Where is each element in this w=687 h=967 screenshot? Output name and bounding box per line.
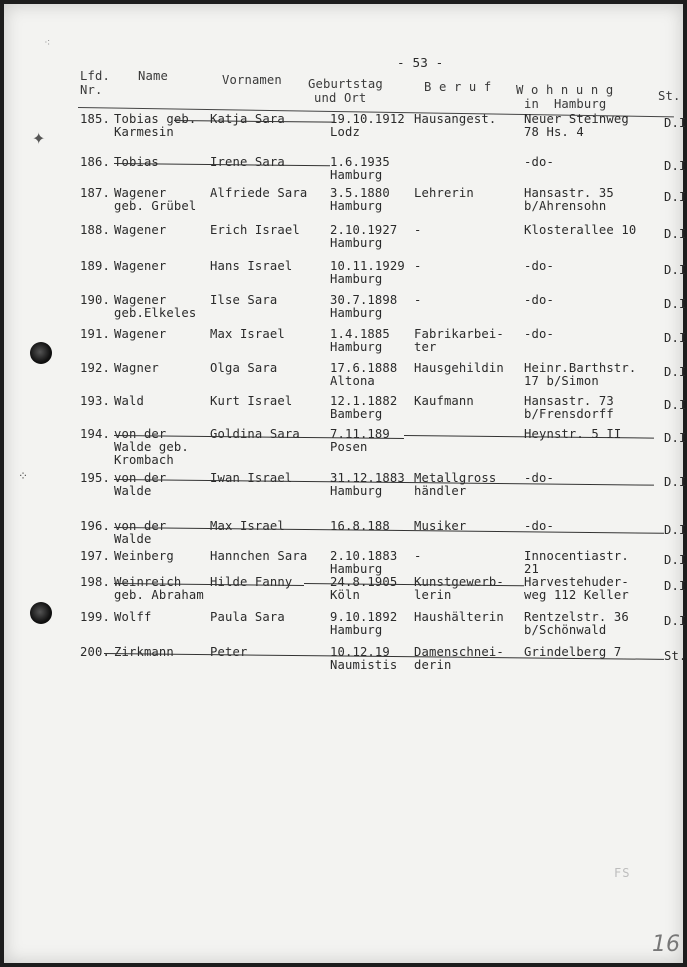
- entry-surname: Wolff: [114, 610, 152, 624]
- entry-birth: 16.8.188: [330, 519, 390, 533]
- entry-surname: Walde geb.: [114, 440, 189, 454]
- entry-occupation: ter: [414, 340, 437, 354]
- entry-birth: 30.7.1898: [330, 293, 398, 307]
- entry-address: -do-: [524, 519, 554, 533]
- entry-given-names: Max Israel: [210, 519, 285, 533]
- entry-number: 191.: [80, 327, 110, 341]
- entry-number: 194.: [80, 427, 110, 441]
- entry-status: D.I: [664, 431, 687, 445]
- entry-status: D.I: [664, 475, 687, 489]
- entry-address: b/Schönwald: [524, 623, 607, 637]
- entry-birth: 9.10.1892: [330, 610, 398, 624]
- entry-number: 186.: [80, 155, 110, 169]
- entry-birth: Hamburg: [330, 168, 383, 182]
- entry-birth: 1.4.1885: [330, 327, 390, 341]
- entry-birth: Naumistis: [330, 658, 398, 672]
- entry-occupation: Kaufmann: [414, 394, 474, 408]
- entry-birth: 24.8.1905: [330, 575, 398, 589]
- entry-surname: Wagener: [114, 186, 167, 200]
- entry-number: 185.: [80, 112, 110, 126]
- entry-surname: geb.Elkeles: [114, 306, 197, 320]
- document-page: [4, 4, 687, 963]
- entry-address: -do-: [524, 259, 554, 273]
- entry-number: 192.: [80, 361, 110, 375]
- entry-number: 199.: [80, 610, 110, 624]
- entry-status: D.I: [664, 190, 687, 204]
- entry-number: 189.: [80, 259, 110, 273]
- entry-given-names: Goldina Sara: [210, 427, 300, 441]
- entry-birth: Köln: [330, 588, 360, 602]
- entry-status: D.I: [664, 553, 687, 567]
- entry-birth: 3.5.1880: [330, 186, 390, 200]
- entry-birth: Lodz: [330, 125, 360, 139]
- entry-address: Innocentiastr.: [524, 549, 629, 563]
- entry-given-names: Olga Sara: [210, 361, 278, 375]
- entry-birth: Bamberg: [330, 407, 383, 421]
- entry-given-names: Katja Sara: [210, 112, 285, 126]
- entry-surname: von der: [114, 427, 167, 441]
- entry-birth: 17.6.1888: [330, 361, 398, 375]
- entry-surname: geb. Grübel: [114, 199, 197, 213]
- entry-address: Hansastr. 35: [524, 186, 614, 200]
- header-st: St.: [658, 89, 681, 103]
- entry-address: Grindelberg 7: [524, 645, 622, 659]
- entry-address: Heinr.Barthstr.: [524, 361, 637, 375]
- entry-birth: Hamburg: [330, 272, 383, 286]
- entry-address: Heynstr. 5 II: [524, 427, 622, 441]
- entry-surname: Walde: [114, 532, 152, 546]
- punch-hole-bottom: [30, 602, 52, 624]
- entry-surname: Wagener: [114, 327, 167, 341]
- header-geburtstag: Geburtstag: [308, 77, 383, 91]
- entry-given-names: Hilde Fanny: [210, 575, 293, 589]
- entry-status: D.I: [664, 263, 687, 277]
- entry-number: 198.: [80, 575, 110, 589]
- entry-occupation: Hausgehildin: [414, 361, 504, 375]
- header-und-ort: und Ort: [314, 91, 367, 105]
- entry-status: D.I: [664, 523, 687, 537]
- entry-number: 188.: [80, 223, 110, 237]
- entry-given-names: Ilse Sara: [210, 293, 278, 307]
- entry-birth: 1.6.1935: [330, 155, 390, 169]
- entry-birth: Hamburg: [330, 199, 383, 213]
- entry-birth: 7.11.189: [330, 427, 390, 441]
- header-lfd: Lfd.: [80, 69, 110, 83]
- entry-birth: Hamburg: [330, 562, 383, 576]
- entry-birth: Altona: [330, 374, 375, 388]
- entry-address: -do-: [524, 471, 554, 485]
- entry-occupation: Hausangest.: [414, 112, 497, 126]
- entry-occupation: Musiker: [414, 519, 467, 533]
- entry-given-names: Iwan Israel: [210, 471, 293, 485]
- entry-surname: geb. Abraham: [114, 588, 204, 602]
- entry-given-names: Hannchen Sara: [210, 549, 308, 563]
- entry-status: D.I: [664, 331, 687, 345]
- entry-number: 187.: [80, 186, 110, 200]
- entry-surname: Wagener: [114, 223, 167, 237]
- entry-given-names: Alfriede Sara: [210, 186, 308, 200]
- entry-status: D.I: [664, 365, 687, 379]
- entry-address: 21: [524, 562, 539, 576]
- entry-surname: Tobias: [114, 155, 159, 169]
- entry-birth: Hamburg: [330, 484, 383, 498]
- entry-given-names: Kurt Israel: [210, 394, 293, 408]
- entry-birth: 2.10.1883: [330, 549, 398, 563]
- entry-status: St.: [664, 649, 687, 663]
- entry-birth: Hamburg: [330, 340, 383, 354]
- entry-surname: Zirkmann: [114, 645, 174, 659]
- header-in-hamburg: in Hamburg: [524, 97, 607, 111]
- entry-occupation: -: [414, 549, 422, 563]
- entry-given-names: Hans Israel: [210, 259, 293, 273]
- entry-surname: Walde: [114, 484, 152, 498]
- entry-address: Hansastr. 73: [524, 394, 614, 408]
- entry-birth: 2.10.1927: [330, 223, 398, 237]
- entry-surname: von der: [114, 471, 167, 485]
- entry-given-names: Paula Sara: [210, 610, 285, 624]
- entry-address: -do-: [524, 293, 554, 307]
- entry-birth: 31.12.1883: [330, 471, 405, 485]
- entry-surname: Wagener: [114, 293, 167, 307]
- folio-number: 16: [652, 932, 680, 957]
- margin-mark-2: ⁘: [18, 469, 29, 483]
- entry-surname: von der: [114, 519, 167, 533]
- entry-surname: Wagner: [114, 361, 159, 375]
- entry-number: 195.: [80, 471, 110, 485]
- entry-birth: 12.1.1882: [330, 394, 398, 408]
- entry-address: Neuer Steinweg: [524, 112, 629, 126]
- entry-surname: Krombach: [114, 453, 174, 467]
- entry-number: 193.: [80, 394, 110, 408]
- header-wohnung: W o h n u n g: [516, 83, 614, 97]
- entry-surname: Karmesin: [114, 125, 174, 139]
- entry-birth: 19.10.1912: [330, 112, 405, 126]
- entry-status: D.I: [664, 227, 687, 241]
- entry-occupation: lerin: [414, 588, 452, 602]
- entry-address: weg 112 Keller: [524, 588, 629, 602]
- entry-address: b/Frensdorff: [524, 407, 614, 421]
- entry-surname: Weinreich: [114, 575, 182, 589]
- entry-occupation: Metallgross: [414, 471, 497, 485]
- entry-status: D.I: [664, 116, 687, 130]
- header-vornamen: Vornamen: [222, 73, 282, 87]
- entry-given-names: Max Israel: [210, 327, 285, 341]
- header-nr: Nr.: [80, 83, 103, 97]
- entry-status: D.I: [664, 159, 687, 173]
- entry-occupation: -: [414, 223, 422, 237]
- margin-mark-3: ⁖: [44, 36, 51, 49]
- punch-hole-top: [30, 342, 52, 364]
- entry-occupation: händler: [414, 484, 467, 498]
- entry-birth: Posen: [330, 440, 368, 454]
- entry-surname: Weinberg: [114, 549, 174, 563]
- entry-number: 190.: [80, 293, 110, 307]
- header-name: Name: [138, 69, 168, 83]
- entry-occupation: Haushälterin: [414, 610, 504, 624]
- entry-surname: Wald: [114, 394, 144, 408]
- entry-occupation: Lehrerin: [414, 186, 474, 200]
- entry-birth: 10.12.19: [330, 645, 390, 659]
- entry-address: Klosterallee 10: [524, 223, 637, 237]
- entry-address: b/Ahrensohn: [524, 199, 607, 213]
- entry-given-names: Erich Israel: [210, 223, 300, 237]
- entry-birth: Hamburg: [330, 236, 383, 250]
- header-beruf: B e r u f: [424, 80, 492, 94]
- entry-given-names: Irene Sara: [210, 155, 285, 169]
- entry-address: 17 b/Simon: [524, 374, 599, 388]
- margin-mark-1: ✦: [32, 129, 46, 148]
- entry-address: -do-: [524, 155, 554, 169]
- page-number: - 53 -: [397, 55, 444, 70]
- entry-address: Harvestehuder-: [524, 575, 629, 589]
- entry-number: 197.: [80, 549, 110, 563]
- entry-status: D.I: [664, 398, 687, 412]
- entry-address: Rentzelstr. 36: [524, 610, 629, 624]
- entry-surname: Tobias geb.: [114, 112, 197, 126]
- entry-occupation: Fabrikarbei-: [414, 327, 504, 341]
- entry-birth: Hamburg: [330, 306, 383, 320]
- entry-occupation: Kunstgewerb-: [414, 575, 504, 589]
- entry-number: 196.: [80, 519, 110, 533]
- entry-address: -do-: [524, 327, 554, 341]
- entry-occupation: derin: [414, 658, 452, 672]
- entry-occupation: Damenschnei-: [414, 645, 504, 659]
- entry-status: D.I: [664, 297, 687, 311]
- entry-surname: Wagener: [114, 259, 167, 273]
- entry-status: D.I: [664, 579, 687, 593]
- entry-birth: Hamburg: [330, 623, 383, 637]
- entry-given-names: Peter: [210, 645, 248, 659]
- entry-address: 78 Hs. 4: [524, 125, 584, 139]
- entry-birth: 10.11.1929: [330, 259, 405, 273]
- entry-occupation: -: [414, 259, 422, 273]
- entry-occupation: -: [414, 293, 422, 307]
- entry-status: D.I: [664, 614, 687, 628]
- faded-stamp: FS: [614, 866, 631, 880]
- entry-number: 200.: [80, 645, 110, 659]
